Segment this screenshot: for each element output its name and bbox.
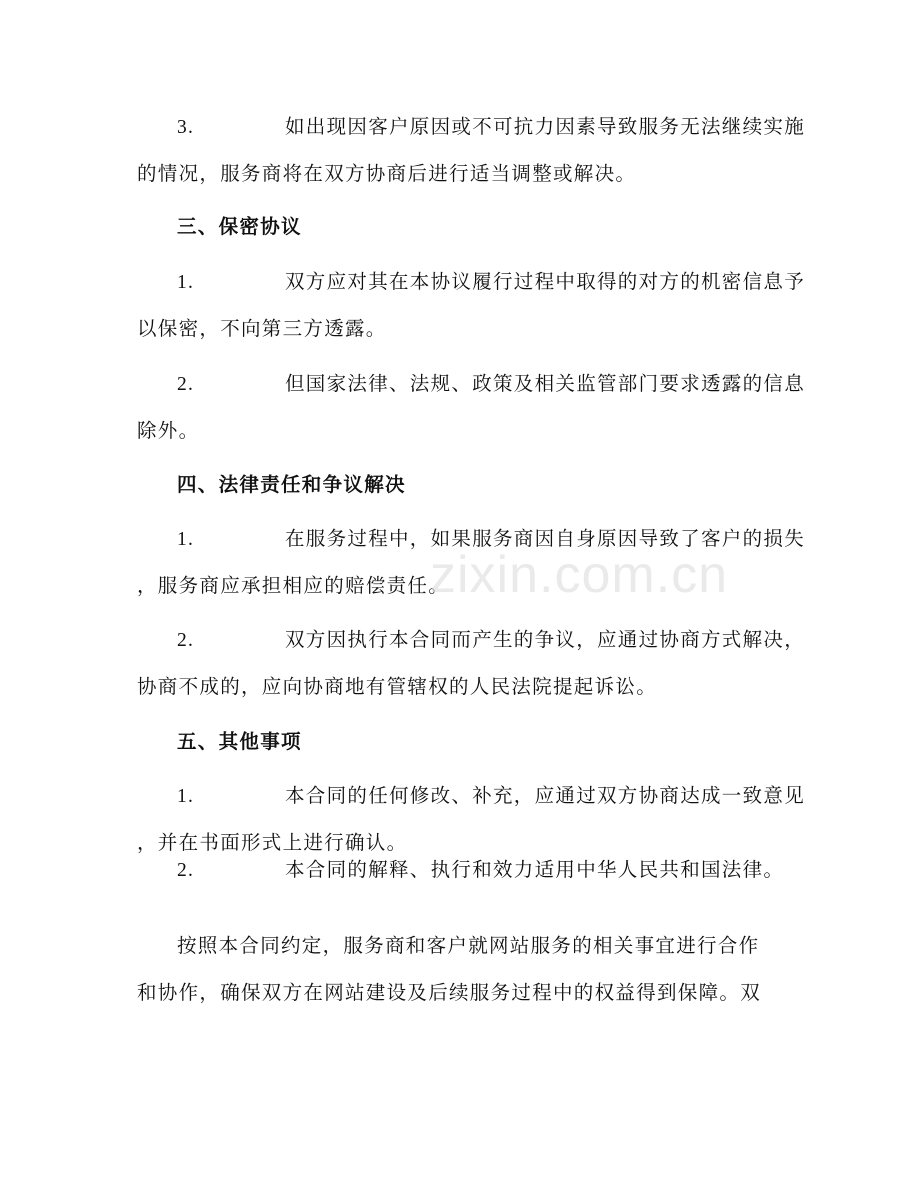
clause-text-line-1: 在服务过程中，如果服务商因自身原因导致了客户的损失 [285, 527, 806, 550]
clause-text-line-1: 本合同的解释、执行和效力适用中华人民共和国法律。 [285, 858, 785, 881]
clause-text-line-2: ，并在书面形式上进行确认。 [137, 831, 408, 854]
clause-number: 3. [177, 117, 195, 138]
section-heading-other-matters: 五、其他事项 [177, 730, 302, 753]
clause-number: 1. [177, 272, 195, 293]
clause-2 [137, 846, 785, 893]
clause-text-line-2: 除外。 [137, 419, 200, 442]
clause-text-line-2: 的情况，服务商将在双方协商后进行适当调整或解决。 [137, 162, 637, 185]
clause-2 [137, 360, 806, 454]
clause-text-line-1: 但国家法律、法规、政策及相关监管部门要求透露的信息 [285, 372, 806, 395]
clause-number: 1. [177, 786, 195, 807]
clause-number: 2. [177, 860, 195, 881]
clause-text-line-1: 双方因执行本合同而产生的争议，应通过协商方式解决， [285, 628, 806, 651]
clause-text-line-1: 本合同的任何修改、补充，应通过双方协商达成一致意见 [285, 784, 806, 807]
clause-2 [137, 616, 806, 710]
clause-text-line-1: 如出现因客户原因或不可抗力因素导致服务无法继续实施 [285, 115, 806, 138]
closing-paragraph [137, 922, 777, 1016]
watermark: zixin.com.cn [430, 546, 729, 604]
clause-3 [137, 103, 806, 197]
section-heading-confidentiality: 三、保密协议 [177, 215, 302, 238]
section-heading-legal-liability: 四、法律责任和争议解决 [177, 473, 406, 496]
clause-text-line-2: 以保密，不向第三方透露。 [137, 317, 387, 340]
clause-1 [137, 258, 806, 352]
paragraph-line-1: 按照本合同约定，服务商和客户就网站服务的相关事宜进行合作 [177, 934, 760, 957]
clause-number: 1. [177, 529, 195, 550]
clause-text-line-1: 双方应对其在本协议履行过程中取得的对方的机密信息予 [285, 270, 806, 293]
clause-text-line-2: ，服务商应承担相应的赔偿责任。 [137, 574, 450, 597]
paragraph-line-2: 和协作，确保双方在网站建设及后续服务过程中的权益得到保障。双 [137, 981, 762, 1004]
clause-text-line-2: 协商不成的，应向协商地有管辖权的人民法院提起诉讼。 [137, 675, 658, 698]
clause-number: 2. [177, 630, 195, 651]
clause-number: 2. [177, 374, 195, 395]
